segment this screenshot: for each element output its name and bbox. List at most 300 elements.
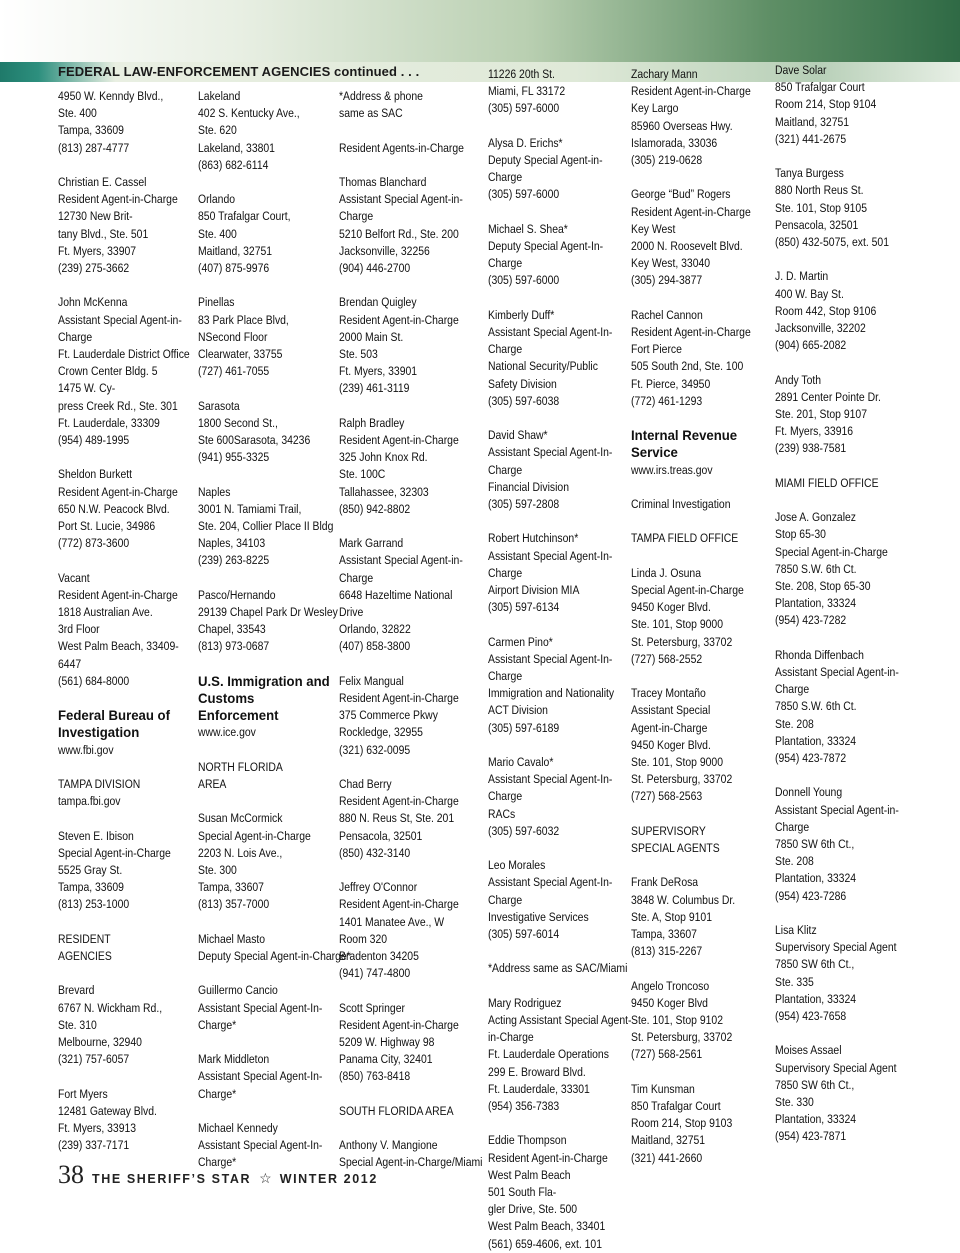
directory-column-2 bbox=[198, 88, 351, 1172]
entry-line: 4950 W. Kenndy Blvd., bbox=[58, 89, 164, 103]
entry-line: Ft. Pierce, 34950 bbox=[631, 376, 711, 391]
entry-line: 9450 Koger Blvd. bbox=[631, 737, 711, 752]
entry-line: Pasco/Hernando bbox=[198, 587, 276, 602]
entry-spacer bbox=[58, 759, 190, 776]
entry-spacer bbox=[488, 978, 631, 995]
entry-line: Rachel Cannon bbox=[631, 307, 703, 322]
entry-spacer bbox=[339, 122, 482, 139]
entry-spacer bbox=[775, 354, 899, 371]
entry-line: Thomas Blanchard bbox=[339, 174, 427, 189]
entry-line: Criminal Investigation bbox=[631, 497, 731, 512]
entry-line: Room 442, Stop 9106 bbox=[775, 303, 877, 318]
entry-line: (305) 597-6032 bbox=[488, 823, 560, 838]
entry-line: 5525 Gray St. bbox=[58, 863, 123, 878]
entry-line: Bradenton 34205 bbox=[339, 949, 419, 964]
entry-line: (954) 423-7871 bbox=[775, 1129, 847, 1144]
entry-line: Ste. 101, Stop 9000 bbox=[631, 755, 724, 770]
entry-spacer bbox=[58, 157, 190, 174]
entry-spacer bbox=[488, 410, 631, 427]
entry-line: Ste. 100C bbox=[339, 467, 386, 482]
entry-line: 2000 Main St. bbox=[339, 329, 404, 344]
entry-line: RACs bbox=[488, 806, 516, 821]
entry-line: ACT Division bbox=[488, 703, 548, 718]
entry-line: Jeffrey O'Connor bbox=[339, 880, 418, 895]
entry-line: Room 320 bbox=[339, 931, 388, 946]
entry-line: (239) 337-7171 bbox=[58, 1138, 130, 1153]
entry-line: Ste. 101, Stop 9000 bbox=[631, 617, 724, 632]
entry-line: Acting Assistant Special Agent- bbox=[488, 1013, 632, 1028]
entry-line: NORTH FLORIDA bbox=[198, 759, 283, 774]
entry-spacer bbox=[58, 1068, 190, 1085]
entry-line: (772) 873-3600 bbox=[58, 536, 130, 551]
entry-line: (954) 423-7872 bbox=[775, 751, 847, 766]
agency-heading: Service bbox=[631, 444, 678, 461]
entry-line: (561) 684-8000 bbox=[58, 673, 130, 688]
entry-line: Assistant Special Agent-In- bbox=[488, 875, 613, 890]
entry-line: Drive bbox=[339, 605, 364, 620]
entry-line: (407) 858-3800 bbox=[339, 639, 411, 654]
entry-line: Airport Division MIA bbox=[488, 583, 580, 598]
entry-line: 1401 Manatee Ave., W bbox=[339, 914, 445, 929]
entry-line: Ft. Lauderdale District Office bbox=[58, 347, 190, 362]
entry-line: J. D. Martin bbox=[775, 269, 829, 284]
entry-line: Ste. 335 bbox=[775, 974, 814, 989]
entry-line: Assistant Special Agent-in- bbox=[775, 802, 899, 817]
entry-line: (305) 597-6000 bbox=[488, 101, 560, 116]
entry-line: West Palm Beach, 33409- bbox=[58, 639, 179, 654]
entry-line: (239) 275-3662 bbox=[58, 261, 130, 276]
entry-line: Guillermo Cancio bbox=[198, 983, 278, 998]
entry-line: NSecond Floor bbox=[198, 329, 268, 344]
entry-line: Assistant Special Agent-in- bbox=[339, 553, 463, 568]
entry-line: *Address same as SAC/Miami bbox=[488, 961, 628, 976]
entry-line: Resident Agent-in-Charge bbox=[631, 204, 751, 219]
entry-line: Resident Agent-in-Charge bbox=[339, 312, 459, 327]
entry-line: Sheldon Burkett bbox=[58, 467, 133, 482]
entry-line: John McKenna bbox=[58, 295, 128, 310]
entry-line: Special Agent-in-Charge bbox=[198, 828, 311, 843]
entry-line: (813) 287-4777 bbox=[58, 140, 130, 155]
entry-line: 7850 S.W. 6th Ct. bbox=[775, 699, 857, 714]
entry-line: 650 N.W. Peacock Blvd. bbox=[58, 501, 170, 516]
entry-line: SUPERVISORY bbox=[631, 823, 706, 838]
entry-line: Pensacola, 32501 bbox=[775, 217, 859, 232]
entry-line: (954) 423-7658 bbox=[775, 1009, 847, 1024]
entry-line: tany Blvd., Ste. 501 bbox=[58, 226, 149, 241]
entry-line: Ft. Lauderdale Operations bbox=[488, 1047, 609, 1062]
entry-line: (954) 423-7282 bbox=[775, 613, 847, 628]
entry-line: 6767 N. Wickham Rd., bbox=[58, 1000, 163, 1015]
entry-line: (954) 356-7383 bbox=[488, 1099, 560, 1114]
entry-line: (904) 665-2082 bbox=[775, 338, 847, 353]
entry-spacer bbox=[775, 630, 899, 647]
entry-line: Jacksonville, 32202 bbox=[775, 321, 866, 336]
entry-line: Resident Agent-in-Charge bbox=[58, 587, 178, 602]
entry-line: (239) 263-8225 bbox=[198, 553, 270, 568]
entry-spacer bbox=[488, 840, 631, 857]
entry-line: Kimberly Duff* bbox=[488, 307, 555, 322]
entry-line: (407) 875-9976 bbox=[198, 261, 270, 276]
entry-spacer bbox=[58, 449, 190, 466]
entry-line: Zachary Mann bbox=[631, 67, 698, 81]
entry-spacer bbox=[339, 518, 482, 535]
entry-line: Robert Hutchinson* bbox=[488, 531, 579, 546]
entry-line: Charge bbox=[58, 329, 93, 344]
entry-line: Deputy Special Agent-In- bbox=[488, 239, 604, 253]
entry-line: Rockledge, 32955 bbox=[339, 725, 423, 740]
entry-line: (305) 597-6014 bbox=[488, 927, 560, 942]
entry-line: (727) 568-2552 bbox=[631, 651, 703, 666]
entry-line: Key West, 33040 bbox=[631, 256, 711, 271]
directory-column-5 bbox=[631, 66, 751, 1167]
entry-spacer bbox=[198, 380, 351, 397]
entry-line: Ste. 400 bbox=[58, 106, 97, 121]
entry-line: (305) 294-3877 bbox=[631, 273, 703, 288]
entry-spacer bbox=[631, 960, 751, 977]
entry-line: (727) 461-7055 bbox=[198, 364, 270, 379]
entry-line: Ste. A, Stop 9101 bbox=[631, 909, 713, 924]
entry-line: Andy Toth bbox=[775, 372, 822, 387]
entry-line: Felix Mangual bbox=[339, 673, 404, 688]
entry-line: 5210 Belfort Rd., Ste. 200 bbox=[339, 226, 459, 241]
entry-spacer bbox=[775, 251, 899, 268]
entry-line: Ste. 208 bbox=[775, 854, 814, 869]
entry-spacer bbox=[339, 157, 482, 174]
entry-line: Maitland, 32751 bbox=[198, 243, 273, 258]
entry-line: Ralph Bradley bbox=[339, 415, 405, 430]
entry-spacer bbox=[631, 1064, 751, 1081]
entry-line: (941) 955-3325 bbox=[198, 450, 270, 465]
entry-line: tampa.fbi.gov bbox=[58, 794, 121, 809]
entry-line: Ste. 310 bbox=[58, 1017, 97, 1032]
entry-line: Assistant Special Agent-In- bbox=[488, 651, 613, 666]
entry-line: Brendan Quigley bbox=[339, 295, 417, 310]
entry-line: 9450 Koger Blvd bbox=[631, 995, 708, 1010]
entry-line: Ste. 101, Stop 9105 bbox=[775, 200, 868, 215]
entry-line: David Shaw* bbox=[488, 428, 548, 443]
entry-line: (305) 597-6134 bbox=[488, 600, 560, 615]
entry-line: in-Charge bbox=[488, 1030, 534, 1045]
entry-spacer bbox=[631, 668, 751, 685]
entry-line: 850 Trafalgar Court bbox=[631, 1099, 721, 1114]
entry-spacer bbox=[198, 656, 351, 673]
entry-spacer bbox=[775, 905, 899, 922]
entry-line: 880 North Reus St. bbox=[775, 183, 864, 198]
entry-line: Resident Agent-in-Charge bbox=[58, 192, 178, 207]
entry-line: MIAMI FIELD OFFICE bbox=[775, 475, 879, 490]
entry-line: Lakeland, 33801 bbox=[198, 140, 275, 155]
entry-line: Donnell Young bbox=[775, 785, 843, 800]
entry-line: Moises Assael bbox=[775, 1043, 842, 1058]
entry-line: (321) 757-6057 bbox=[58, 1052, 130, 1067]
entry-line: Resident Agent-in-Charge bbox=[339, 1017, 459, 1032]
entry-spacer bbox=[58, 277, 190, 294]
entry-line: 12730 New Brit- bbox=[58, 209, 133, 224]
entry-line: Plantation, 33324 bbox=[775, 991, 857, 1006]
directory-column-4 bbox=[488, 66, 631, 1253]
entry-line: Susan McCormick bbox=[198, 811, 283, 826]
entry-line: Rhonda Diffenbach bbox=[775, 647, 864, 662]
entry-line: Ste. 101, Stop 9102 bbox=[631, 1013, 724, 1028]
entry-line: 9450 Koger Blvd. bbox=[631, 600, 711, 615]
entry-line: (321) 441-2660 bbox=[631, 1150, 703, 1165]
entry-line: (305) 597-6189 bbox=[488, 720, 560, 735]
entry-line: Plantation, 33324 bbox=[775, 733, 857, 748]
entry-line: Charge bbox=[488, 256, 523, 271]
entry-line: Assistant Special Agent-in- bbox=[775, 665, 899, 680]
entry-line: Resident Agent-in-Charge bbox=[58, 484, 178, 499]
entry-line: (850) 942-8802 bbox=[339, 501, 411, 516]
entry-line: (305) 219-0628 bbox=[631, 153, 703, 168]
entry-line: 850 Trafalgar Court, bbox=[198, 209, 291, 224]
entry-spacer bbox=[198, 277, 351, 294]
entry-line: Charge* bbox=[198, 1086, 237, 1101]
entry-line: (941) 747-4800 bbox=[339, 966, 411, 981]
entry-spacer bbox=[775, 1025, 899, 1042]
entry-line: Resident Agent-in-Charge bbox=[339, 794, 459, 809]
entry-line: TAMPA DIVISION bbox=[58, 777, 141, 792]
entry-line: (954) 423-7286 bbox=[775, 888, 847, 903]
entry-spacer bbox=[488, 737, 631, 754]
entry-line: (863) 682-6114 bbox=[198, 157, 269, 172]
entry-line: Tanya Burgess bbox=[775, 166, 844, 181]
directory-column-6 bbox=[775, 62, 899, 1146]
entry-line: Charge bbox=[488, 789, 523, 804]
entry-line: Chad Berry bbox=[339, 777, 392, 792]
entry-line: 6447 bbox=[58, 656, 82, 671]
issue-label: WINTER 2012 bbox=[279, 1172, 378, 1186]
entry-spacer bbox=[339, 277, 482, 294]
star-icon: ☆ bbox=[259, 1172, 272, 1187]
entry-spacer bbox=[488, 616, 631, 633]
entry-line: Charge bbox=[488, 669, 523, 684]
entry-line: AREA bbox=[198, 777, 227, 792]
entry-spacer bbox=[339, 1086, 482, 1103]
entry-line: (561) 659-4606, ext. 101 bbox=[488, 1236, 603, 1251]
entry-line: Mary Rodriguez bbox=[488, 995, 562, 1010]
entry-line: (239) 938-7581 bbox=[775, 441, 847, 456]
agency-heading: Customs bbox=[198, 690, 255, 707]
entry-line: Charge bbox=[488, 170, 523, 185]
entry-line: Tampa, 33609 bbox=[58, 880, 124, 895]
entry-spacer bbox=[631, 857, 751, 874]
entry-spacer bbox=[631, 806, 751, 823]
entry-spacer bbox=[198, 1103, 351, 1120]
entry-line: Assistant Special Agent-In- bbox=[198, 1069, 323, 1084]
entry-line: Ste. 208 bbox=[775, 716, 814, 731]
entry-line: 12481 Gateway Blvd. bbox=[58, 1103, 157, 1118]
entry-spacer bbox=[58, 690, 190, 707]
entry-line: Michael S. Shea* bbox=[488, 221, 568, 236]
entry-line: Charge bbox=[488, 462, 523, 477]
entry-spacer bbox=[488, 290, 631, 307]
entry-line: Financial Division bbox=[488, 479, 569, 494]
agency-heading: Enforcement bbox=[198, 707, 279, 724]
entry-spacer bbox=[488, 1115, 631, 1132]
entry-spacer bbox=[198, 174, 351, 191]
entry-line: 325 John Knox Rd. bbox=[339, 450, 428, 465]
entry-line: Pensacola, 32501 bbox=[339, 828, 423, 843]
entry-line: Ft. Lauderdale, 33309 bbox=[58, 415, 160, 430]
entry-line: (321) 632-0095 bbox=[339, 742, 411, 757]
entry-spacer bbox=[488, 943, 631, 960]
entry-line: Panama City, 32401 bbox=[339, 1052, 433, 1067]
entry-line: Fort Myers bbox=[58, 1086, 108, 1101]
entry-line: Ste. 204, Collier Place II Bldg bbox=[198, 519, 334, 534]
entry-line: (813) 973-0687 bbox=[198, 639, 270, 654]
entry-line: Charge bbox=[488, 565, 523, 580]
entry-line: Michael Masto bbox=[198, 931, 266, 946]
entry-line: SOUTH FLORIDA AREA bbox=[339, 1103, 454, 1118]
entry-line: (727) 568-2561 bbox=[631, 1047, 703, 1062]
entry-line: Ste. 400 bbox=[198, 226, 237, 241]
entry-line: Charge* bbox=[198, 1017, 237, 1032]
entry-line: www.fbi.gov bbox=[58, 742, 114, 757]
entry-spacer bbox=[339, 656, 482, 673]
entry-line: 299 E. Broward Blvd. bbox=[488, 1064, 586, 1079]
entry-line: Special Agent-in-Charge/Miami bbox=[339, 1155, 483, 1170]
entry-line: Maitland, 32751 bbox=[631, 1133, 706, 1148]
header-gradient-band bbox=[0, 0, 960, 62]
entry-spacer bbox=[198, 914, 351, 931]
entry-line: Deputy Special Agent-in- bbox=[488, 153, 603, 167]
entry-line: Mark Middleton bbox=[198, 1052, 270, 1067]
entry-line: (813) 315-2267 bbox=[631, 944, 703, 959]
entry-line: Assistant Special bbox=[631, 703, 711, 718]
entry-line: (904) 446-2700 bbox=[339, 261, 411, 275]
entry-line: (321) 441-2675 bbox=[775, 131, 847, 146]
entry-spacer bbox=[488, 513, 631, 530]
entry-line: Ste. 503 bbox=[339, 347, 378, 361]
entry-line: 850 Trafalgar Court bbox=[775, 80, 865, 95]
entry-spacer bbox=[198, 965, 351, 982]
entry-line: Resident Agent-in-Charge bbox=[488, 1150, 608, 1165]
entry-line: Tallahassee, 32303 bbox=[339, 484, 429, 499]
entry-line: 880 N. Reus St, Ste. 201 bbox=[339, 811, 455, 826]
entry-line: Clearwater, 33755 bbox=[198, 347, 283, 362]
entry-line: Alysa D. Erichs* bbox=[488, 135, 563, 150]
entry-line: Charge bbox=[488, 342, 523, 357]
entry-line: Naples, 34103 bbox=[198, 536, 266, 551]
entry-line: (305) 597-2808 bbox=[488, 497, 560, 512]
entry-line: *Address & phone bbox=[339, 89, 423, 103]
entry-spacer bbox=[775, 767, 899, 784]
entry-line: Ste. 300 bbox=[198, 863, 237, 878]
entry-line: Lisa Klitz bbox=[775, 923, 817, 938]
entry-line: Leo Morales bbox=[488, 858, 546, 873]
entry-line: 1800 Second St., bbox=[198, 415, 278, 430]
entry-line: Miami, FL 33172 bbox=[488, 84, 566, 99]
entry-line: Ste 600Sarasota, 34236 bbox=[198, 433, 311, 448]
entry-line: Steven E. Ibison bbox=[58, 828, 134, 843]
entry-line: Eddie Thompson bbox=[488, 1133, 567, 1148]
agency-heading: U.S. Immigration and bbox=[198, 672, 330, 689]
entry-line: Plantation, 33324 bbox=[775, 871, 857, 886]
entry-line: (954) 489-1995 bbox=[58, 433, 130, 448]
entry-line: 7850 SW 6th Ct., bbox=[775, 837, 855, 852]
entry-line: Resident Agent-in-Charge bbox=[631, 325, 751, 340]
entry-spacer bbox=[198, 466, 351, 483]
entry-line: 3848 W. Columbus Dr. bbox=[631, 892, 736, 907]
entry-spacer bbox=[488, 118, 631, 135]
entry-spacer bbox=[198, 793, 351, 810]
entry-line: 402 S. Kentucky Ave., bbox=[198, 106, 300, 121]
entry-line: Ft. Lauderdale, 33301 bbox=[488, 1081, 590, 1096]
entry-line: Ft. Myers, 33916 bbox=[775, 424, 854, 439]
entry-line: press Creek Rd., Ste. 301 bbox=[58, 398, 178, 413]
entry-line: Assistant Special Agent-In- bbox=[488, 325, 613, 339]
entry-line: 3001 N. Tamiami Trail, bbox=[198, 501, 302, 516]
entry-line: 83 Park Place Blvd, bbox=[198, 312, 289, 327]
entry-line: Resident Agent-in-Charge bbox=[339, 433, 459, 447]
entry-line: 5209 W. Highway 98 bbox=[339, 1035, 435, 1050]
entry-line: Deputy Special Agent-in-Charge* bbox=[198, 949, 351, 964]
entry-line: Anthony V. Mangione bbox=[339, 1138, 438, 1153]
entry-line: 505 South 2nd, Ste. 100 bbox=[631, 359, 744, 374]
entry-line: Charge bbox=[339, 209, 374, 224]
entry-line: Special Agent-in-Charge bbox=[775, 544, 888, 559]
entry-line: Assistant Special Agent-in- bbox=[58, 312, 182, 327]
agency-heading: Internal Revenue bbox=[631, 427, 738, 444]
entry-line: Supervisory Special Agent bbox=[775, 940, 897, 955]
entry-line: Melbourne, 32940 bbox=[58, 1035, 142, 1050]
entry-line: 501 South Fla- bbox=[488, 1185, 557, 1200]
entry-line: Supervisory Special Agent bbox=[775, 1060, 897, 1075]
entry-line: (850) 432-5075, ext. 501 bbox=[775, 235, 890, 250]
entry-line: Mario Cavalo* bbox=[488, 755, 554, 770]
entry-line: (239) 461-3119 bbox=[339, 381, 410, 396]
entry-line: Assistant Special Agent-in- bbox=[339, 192, 463, 207]
entry-line: Ft. Myers, 33913 bbox=[58, 1121, 137, 1136]
entry-line: Charge bbox=[339, 570, 374, 585]
entry-line: Room 214, Stop 9104 bbox=[775, 97, 877, 112]
entry-line: Islamorada, 33036 bbox=[631, 135, 718, 150]
directory-column-1 bbox=[58, 88, 190, 1154]
entry-line: Port St. Lucie, 34986 bbox=[58, 519, 156, 534]
entry-line: Tampa, 33609 bbox=[58, 123, 124, 138]
entry-spacer bbox=[488, 204, 631, 221]
entry-line: Plantation, 33324 bbox=[775, 1112, 857, 1127]
entry-line: St. Petersburg, 33702 bbox=[631, 634, 733, 649]
entry-line: Investigative Services bbox=[488, 909, 589, 924]
entry-line: 1475 W. Cy- bbox=[58, 381, 116, 396]
entry-spacer bbox=[58, 552, 190, 569]
directory-column-3 bbox=[339, 88, 482, 1172]
section-title: FEDERAL LAW-ENFORCEMENT AGENCIES continued . . . bbox=[58, 64, 420, 79]
entry-line: (305) 597-6000 bbox=[488, 273, 560, 288]
entry-line: Ste. 620 bbox=[198, 123, 237, 138]
entry-line: Key Largo bbox=[631, 101, 679, 116]
entry-line: (772) 461-1293 bbox=[631, 393, 703, 408]
entry-line: Michael Kennedy bbox=[198, 1121, 278, 1135]
entry-line: (850) 432-3140 bbox=[339, 845, 411, 860]
entry-line: Dave Solar bbox=[775, 63, 827, 77]
entry-line: Jose A. Gonzalez bbox=[775, 510, 857, 525]
publication-name: THE SHERIFF’S STAR bbox=[92, 1172, 252, 1186]
entry-line: Agent-in-Charge bbox=[631, 720, 708, 735]
entry-line: Stop 65-30 bbox=[775, 527, 826, 542]
entry-spacer bbox=[775, 458, 899, 475]
entry-line: St. Petersburg, 33702 bbox=[631, 1030, 733, 1045]
entry-spacer bbox=[339, 982, 482, 999]
entry-line: Carmen Pino* bbox=[488, 634, 553, 649]
entry-line: Tampa, 33607 bbox=[631, 927, 697, 942]
entry-line: West Palm Beach bbox=[488, 1167, 571, 1182]
entry-line: Ste. 330 bbox=[775, 1095, 814, 1110]
entry-spacer bbox=[775, 492, 899, 509]
entry-line: Maitland, 32751 bbox=[775, 114, 850, 129]
entry-line: Charge bbox=[488, 892, 523, 907]
